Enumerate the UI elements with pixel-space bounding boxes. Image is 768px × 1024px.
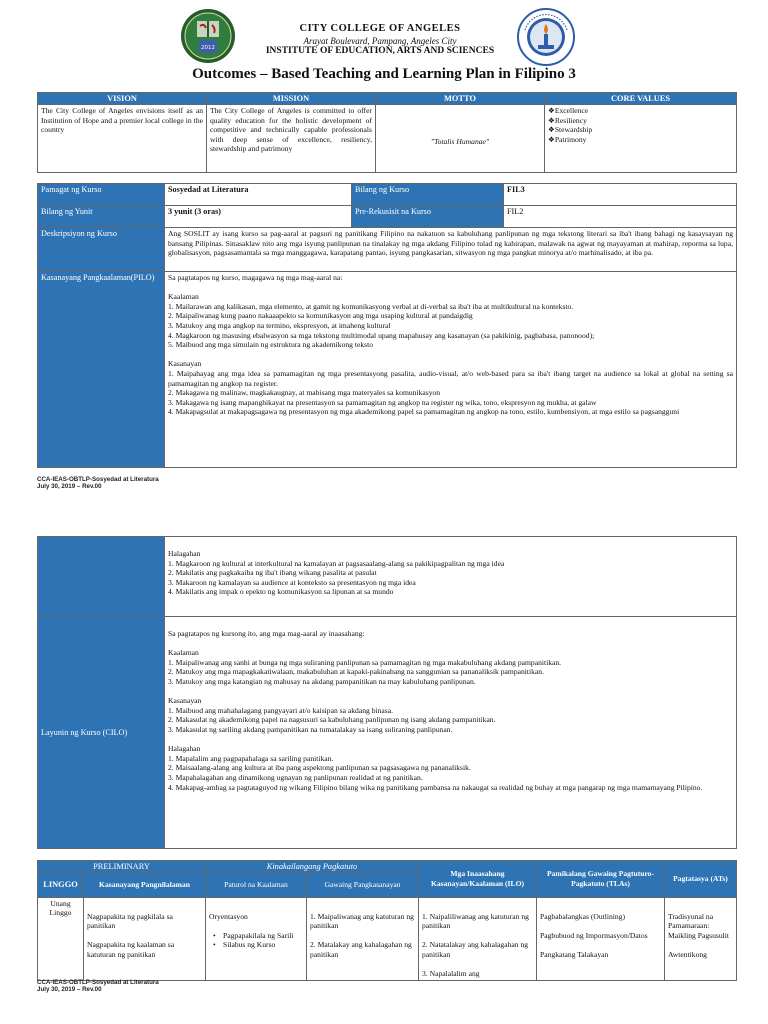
cilo-halagahan-item: 3. Mapahalagahan ang dinamikong ugnayan ng panlipunan realidad at ng panitikan. <box>168 772 423 782</box>
pilo-halagahan-item: 4. Makilatis ang impak o epekto ng komunikasyon sa lipunan at sa mundo <box>168 587 394 597</box>
cilo-halagahan-item: 4. Makapag-ambag sa pagtataguyod ng wikang Filipino bilang wika ng panitikang pambansa na nakaugat sa realidad ng buhay at mga pangarap ng mga mamamayang Pilipino. <box>168 782 703 792</box>
mission-header: MISSION <box>207 93 376 105</box>
pilo-kaalaman-item: 4. Magkaroon ng masusing ebalwasyon sa mga tekstong multimodal upang mapahusay ang kasanayan (sa pakikinig, pagbabasa, panonood); <box>168 330 595 340</box>
pilo-kasanayan-item: 1. Maipahayag ang mga idea sa pamamagitan ng mga presentasyong pasalita, audio-visual, at/o web-based para sa iba't ibang target na audience sa lokal at global na setting sa pamamagitan ng angkop na register. <box>168 368 733 388</box>
kasanayang-item: Nagpapakita ng kaalaman sa katuturan ng panitikan <box>87 940 175 959</box>
tla-item: Pagbabalangkas (Outlining) <box>540 911 625 921</box>
deskripsiyon-label: Deskripsiyon ng Kurso <box>38 228 165 272</box>
deskripsiyon-value: Ang SOSLIT ay isang kurso sa pag-aaral at pagsuri ng panitikang Filipino na nakatuon sa kabuluhang panlipunan ng mga tekstong literari sa iba't ibang bahagi ng kasaysayan ng bansang Pilipinas. Sinasaklaw nito ang mga isyung panlipunan na tinalakay ng mga akdang Filipino tulad ng kahirapan, malawak na agwat ng mayayaman at mahirap, reporma sa lupa, globalisasyon, pagsasamantala sa mga manggagawa, karapatang pantao, isyung pangkasarian, sitwasyon ng mga pangkat minorya at/o marhinalisado, at iba pa. <box>165 228 737 272</box>
ilo-item: 3. Napalalalim ang <box>422 969 480 979</box>
at-cell <box>665 897 737 980</box>
ilo-header: Mga Inaasahang Kasanayan/Kaalaman (ILO) <box>419 861 537 898</box>
pamagat-value: Sosyedad at Literatura <box>165 184 352 206</box>
pamagat-label: Pamagat ng Kurso <box>38 184 165 206</box>
bilang-value: FIL3 <box>504 184 737 206</box>
pilo-kaalaman-item: 3. Matukoy ang mga angkop na termino, ekspresyon, at imaheng kultural <box>168 320 391 330</box>
pilo-kasanayan-item: 3. Makagawa ng isang mapanghikayat na presentasyon sa pamamagitan ng angkop na register ng wika, tono, ekspresyon ng mukha, at galaw <box>168 397 597 407</box>
at-header: Pagtatasya (ATs) <box>665 861 737 898</box>
footer-date: July 30, 2019 – Rev.00 <box>37 986 102 994</box>
ilo-item: 2. Natatalakay ang kahalagahan ng panitikan <box>422 940 529 959</box>
linggo-header: LINGGO <box>38 873 84 897</box>
pilo-kaalaman-item: 2. Maipaliwanag kung paano nakaaapekto sa komunikasyon ang mga usaping kultural at pandaigdig <box>168 311 473 321</box>
tla-header: Pamikalang Gawaing Pagtuturo-Pagkatuto (TLAs) <box>537 861 665 898</box>
college-address: Arayat Boulevard, Pampang, Angeles City <box>303 36 457 46</box>
footer-date: July 30, 2019 – Rev.00 <box>37 483 102 491</box>
cilo-label: Layunin ng Kurso (CILO) <box>38 617 165 849</box>
mission-text: The City College of Angeles is committed to offer quality education for the holistic development of competitive and technically capable professionals with deep sense of excellence, resiliency, stewardship and patrimony <box>207 105 376 173</box>
college-name: CITY COLLEGE OF ANGELES <box>299 23 461 34</box>
tla-item: Pagbubuod ng Impormasyon/Datos <box>540 930 648 940</box>
pilo-halagahan-item: 3. Makaroon ng kamalayan sa audience at konteksto sa presentasyon ng mga idea <box>168 577 416 587</box>
core-values-header: CORE VALUES <box>545 93 737 105</box>
course-info-table <box>37 183 737 468</box>
svg-text:2012: 2012 <box>201 45 215 51</box>
core-values-list <box>545 105 737 173</box>
pilo-halagahan-item: 2. Makilatis ang pagkakaiba ng iba't ibang wikang pasalita at pasulat <box>168 568 377 578</box>
pilo-kaalaman-item: 1. Mailarawan ang kalikasan, mga elemento, at gamit ng komunikasyong verbal at di-verbal sa iba't iba at multikultural na konteksto. <box>168 301 574 311</box>
footer-code: CCA-IEAS-OBTLP-Sosyedad at Literatura <box>37 979 159 986</box>
pilo-halagahan-content <box>165 537 737 617</box>
cilo-content <box>165 617 737 849</box>
prereq-value: FIL2 <box>504 206 737 228</box>
cilo-kaalaman-label: Kaalaman <box>168 648 199 658</box>
vision-mission-table <box>37 92 737 173</box>
motto-header: MOTTO <box>376 93 545 105</box>
vision-header: VISION <box>38 93 207 105</box>
cilo-kasanayan-label: Kasanayan <box>168 696 202 706</box>
page-footer-2 <box>37 979 159 993</box>
page-footer <box>37 476 159 490</box>
paturol-list <box>209 931 303 950</box>
footer-code: CCA-IEAS-OBTLP-Sosyedad at Literatura <box>37 476 159 483</box>
pilo-kasanayan-item: 4. Makapagsulat at makapagsagawa ng presentasyon ng mga akademikong papel sa pamamagitan ng angkop na tono, estilo, kumbensiyon, at mga estilo sa pagsangguni <box>168 407 680 417</box>
gawaing-item: 1. Maipaliwanag ang katuturan ng panitikan <box>310 911 414 931</box>
cilo-halagahan-item: 2. Maisaalang-alang ang kultura at iba pang aspektong panlipunan sa pagsasagawa ng pananaliksik. <box>168 763 471 773</box>
at-item: Tradisyunal na Pamamaraan: Maikling Pagsusulit <box>668 911 729 940</box>
paturol-item: • Silabus ng Kurso <box>223 940 303 950</box>
cilo-halagahan-label: Halagahan <box>168 744 201 754</box>
pilo-kasanayan-item: 2. Makagawa ng malinaw, magkakaugnay, at mabisang mga materyales sa komunikasyon <box>168 388 441 398</box>
pilo-halagahan-label: Halagahan <box>168 549 201 558</box>
pilo-kasanayan-label: Kasanayan <box>168 359 202 369</box>
cilo-kasanayan-item: 2. Makasulat ng akademikong papel na nagsusuri sa kabuluhang panlipunan ng isang akdang pampanitikan. <box>168 715 496 725</box>
vision-text: The City College of Angeles envisions itself as an Institution of Hope and a premier local college in the country <box>38 105 207 173</box>
pilo-halagahan-item: 1. Magkaroon ng kultural at interkultural na kamalayan at pagsasaalang-alang sa pakikipagpalitan ng mga idea <box>168 558 505 568</box>
kasanayang-item: Nagpapakita ng pagkilala sa panitikan <box>87 911 173 931</box>
institute-name: INSTITUTE OF EDUCATION, ARTS AND SCIENCES <box>265 46 495 56</box>
at-item: Awtentikong <box>668 949 707 959</box>
kasanayang-cell <box>84 897 206 980</box>
yunit-label: Bilang ng Yunit <box>38 206 165 228</box>
pilo-kaalaman-item: 5. Maibuod ang mga simulain ng estruktura ng akademikong teksto <box>168 340 373 350</box>
gawaing-cell <box>307 897 419 980</box>
preliminary-header: PRELIMINARY <box>38 861 206 874</box>
cilo-kasanayan-item: 1. Maibuod ang mahahalagang pangyayari at/o kaisipan sa akdang binasa. <box>168 705 393 715</box>
ilo-cell <box>419 897 537 980</box>
cilo-kasanayan-item: 3. Makasulat ng sariling akdang pampanitikan na tumatalakay sa isang suliraning panlipunan. <box>168 724 453 734</box>
pilo-label: Kasanayang Pangkaalaman(PILO) <box>38 272 165 468</box>
pilo-kaalaman-label: Kaalaman <box>168 292 199 302</box>
cilo-kaalaman-item: 2. Matukoy ang mga mapagkakatiwalaan, makabuluhan at kapaki-pakinabang na sanggunian sa pananaliksik pampanitikan. <box>168 667 544 677</box>
core-value-item: ❖Excellence <box>548 106 589 115</box>
motto-text: "Totalis Humanae" <box>376 105 545 173</box>
kinakailangang-header: Kinakailangang Pagkatuto <box>206 861 419 874</box>
linggo-cell: Unang Linggo <box>38 897 84 980</box>
ilo-item: 1. Naipaliliwanag ang katuturan ng panitikan <box>422 911 529 931</box>
gawaing-item: 2. Matalakay ang kahalagahan ng panitikan <box>310 940 412 959</box>
prereq-label: Pre-Rekusisit na Kurso <box>352 206 504 228</box>
paturol-item: • Pagpapakilala ng Sarili <box>223 931 303 941</box>
bilang-label: Bilang ng Kurso <box>352 184 504 206</box>
kasanayang-header: Kasanayang Pangnilalaman <box>84 873 206 897</box>
cilo-kaalaman-item: 1. Maipaliwanag ang sanhi at bunga ng mga suliraning panlipunan sa pamamagitan ng mga makabuluhang akdang pampanitikan. <box>168 657 562 667</box>
paturol-head: Oryentasyon <box>209 911 248 921</box>
paturol-header: Paturol na Kaalaman <box>206 873 307 897</box>
pilo-continued-label <box>38 537 165 617</box>
learning-plan-table <box>37 860 737 981</box>
tla-cell <box>537 897 665 980</box>
core-value-item: ❖Patrimony <box>548 134 587 144</box>
cilo-halagahan-item: 1. Mapalalim ang pagpapahalaga sa sariling panitikan. <box>168 753 334 763</box>
cilo-kaalaman-item: 3. Matukoy ang mga katangian ng mahusay na akdang pampanitikan na may kabuluhang panlipunan. <box>168 676 476 686</box>
cilo-table <box>37 536 737 849</box>
cilo-intro: Sa pagtatapos ng kursong ito, ang mga mag-aaral ay inaasahang: <box>168 629 365 638</box>
pilo-content <box>165 272 737 468</box>
tla-item: Pangkatang Talakayan <box>540 949 609 959</box>
yunit-value: 3 yunit (3 oras) <box>165 206 352 228</box>
document-title: Outcomes – Based Teaching and Learning Plan in Filipino 3 <box>192 66 576 82</box>
paturol-cell <box>206 897 307 980</box>
gawaing-header: Gawaing Pangkasanayan <box>307 873 419 897</box>
core-value-item: ❖Stewardship <box>548 125 593 135</box>
core-value-item: ❖Resiliency <box>548 115 587 125</box>
pilo-intro: Sa pagtatapos ng kurso, magagawa ng mga mag-aaral na: <box>168 273 343 282</box>
